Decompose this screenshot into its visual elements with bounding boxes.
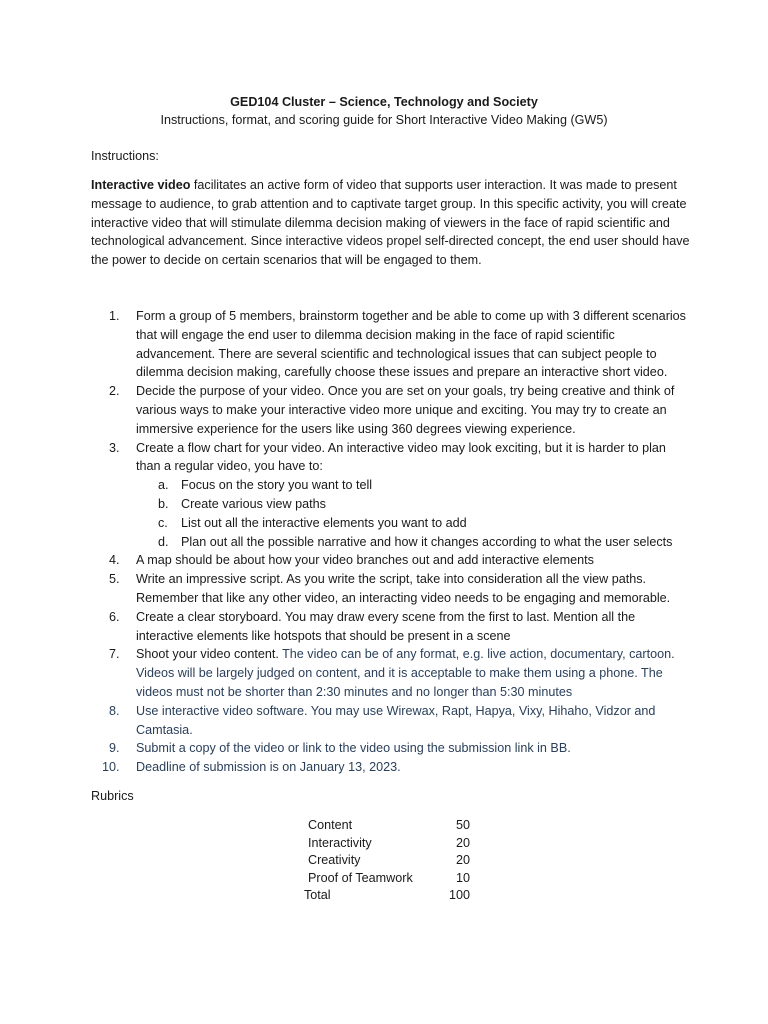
substep-text: Plan out all the possible narrative and how it changes according to what the user selects bbox=[181, 534, 673, 549]
substep-letter: a. bbox=[158, 478, 169, 493]
rubric-points: 50 bbox=[455, 818, 470, 832]
substep-item bbox=[136, 495, 691, 514]
substep-text: Create various view paths bbox=[181, 496, 326, 511]
rubric-row bbox=[300, 851, 470, 869]
step-item bbox=[91, 307, 691, 382]
substeps-list bbox=[136, 476, 691, 551]
rubric-table bbox=[300, 816, 470, 904]
intro-bold-term: Interactive video bbox=[91, 178, 191, 192]
step-number: 5. bbox=[109, 572, 120, 587]
substep-item bbox=[136, 514, 691, 533]
rubric-row bbox=[300, 816, 470, 834]
step-item bbox=[91, 739, 691, 758]
substep-item bbox=[136, 476, 691, 495]
rubric-criterion: Interactivity bbox=[308, 835, 372, 850]
rubric-criterion: Total bbox=[304, 888, 331, 902]
step-item bbox=[91, 645, 691, 701]
rubric-criterion: Creativity bbox=[308, 853, 361, 867]
rubric-criterion: Content bbox=[308, 818, 353, 832]
instructions-heading: Instructions: bbox=[91, 149, 159, 163]
step-number: 2. bbox=[109, 384, 120, 399]
intro-paragraph bbox=[91, 176, 691, 270]
rubric-points: 10 bbox=[455, 870, 470, 885]
rubric-row bbox=[300, 834, 470, 852]
rubric-points: 20 bbox=[455, 853, 470, 867]
step-text: Decide the purpose of your video. Once you are set on your goals, try being creative and think of various ways to make your interactive video more unique and exciting. You may try to create an immersive experience for the users like using 360 degrees viewing experience. bbox=[136, 384, 675, 436]
step-text: Write an impressive script. As you write the script, take into consideration all the view paths. Remember that like any other video, an interacting video needs to be engaging and memorable. bbox=[136, 572, 671, 605]
substep-letter: b. bbox=[158, 496, 169, 511]
document-subtitle: Instructions, format, and scoring guide for Short Interactive Video Making (GW5) bbox=[160, 113, 608, 127]
step-text: The video can be of any format, e.g. live action, documentary, cartoon. Videos will be largely judged on content, and it is acceptable to make them using a phone. The videos must not be shorter than 2:30 minutes and no longer than 5:30 minutes bbox=[136, 647, 675, 699]
step-number: 3. bbox=[109, 440, 120, 455]
step-text: A map should be about how your video branches out and add interactive elements bbox=[136, 553, 594, 568]
rubric-total-row bbox=[300, 886, 470, 904]
step-number: 6. bbox=[109, 609, 120, 624]
step-text: Deadline of submission is on January 13, 2023. bbox=[136, 760, 401, 775]
substep-text: Focus on the story you want to tell bbox=[181, 478, 373, 493]
step-item bbox=[91, 702, 691, 740]
step-number: 9. bbox=[109, 741, 120, 756]
substep-text: List out all the interactive elements you want to add bbox=[181, 515, 467, 530]
step-item bbox=[91, 570, 691, 608]
substep-letter: c. bbox=[158, 515, 168, 530]
rubric-row bbox=[300, 869, 470, 887]
step-text: Submit a copy of the video or link to the video using the submission link in BB. bbox=[136, 741, 571, 756]
step-number: 7. bbox=[109, 647, 120, 662]
step-text: Use interactive video software. You may use Wirewax, Rapt, Hapya, Vixy, Hihaho, Vidzor and Camtasia. bbox=[136, 703, 656, 737]
step-item bbox=[91, 758, 691, 777]
step-text: Create a clear storyboard. You may draw every scene from the first to last. Mention all the interactive elements like hotspots that should be present in a scene bbox=[136, 609, 636, 643]
rubrics-heading: Rubrics bbox=[91, 789, 134, 803]
instruction-steps-list bbox=[91, 307, 691, 777]
document-title: GED104 Cluster – Science, Technology and Society bbox=[230, 95, 538, 109]
substep-letter: d. bbox=[158, 534, 169, 549]
substep-item bbox=[136, 533, 691, 552]
intro-text: facilitates an active form of video that supports user interaction. It was made to present message to audience, to grab attention and to captivate target group. In this specific activity, you will create interactive video that will stimulate dilemma decision making of viewers in the face of rapid scientific and technological advancement. Since interactive videos propel self-directed concept, the end user should have the power to decide on certain scenarios that will be engaged to them. bbox=[91, 178, 690, 268]
step-lead: Shoot your video content. bbox=[136, 647, 279, 662]
step-item bbox=[91, 551, 691, 570]
step-number: 1. bbox=[109, 309, 120, 323]
rubric-criterion: Proof of Teamwork bbox=[308, 870, 413, 885]
step-number: 10. bbox=[102, 760, 120, 775]
step-item bbox=[91, 439, 691, 552]
rubric-points: 20 bbox=[455, 835, 470, 850]
step-item bbox=[91, 382, 691, 438]
step-number: 4. bbox=[109, 553, 120, 568]
step-number: 8. bbox=[109, 703, 120, 718]
step-text: Create a flow chart for your video. An interactive video may look exciting, but it is harder to plan than a regular video, you have to: bbox=[136, 440, 666, 474]
step-text: Form a group of 5 members, brainstorm together and be able to come up with 3 different scenarios that will engage the end user to dilemma decision making in the face of rapid scientific advancement. There are several scientific and technological issues that can subject people to dilemma decision making, carefully choose these issues and prepare an interactive short video. bbox=[136, 309, 686, 380]
rubric-points: 100 bbox=[448, 888, 470, 902]
step-item bbox=[91, 608, 691, 646]
